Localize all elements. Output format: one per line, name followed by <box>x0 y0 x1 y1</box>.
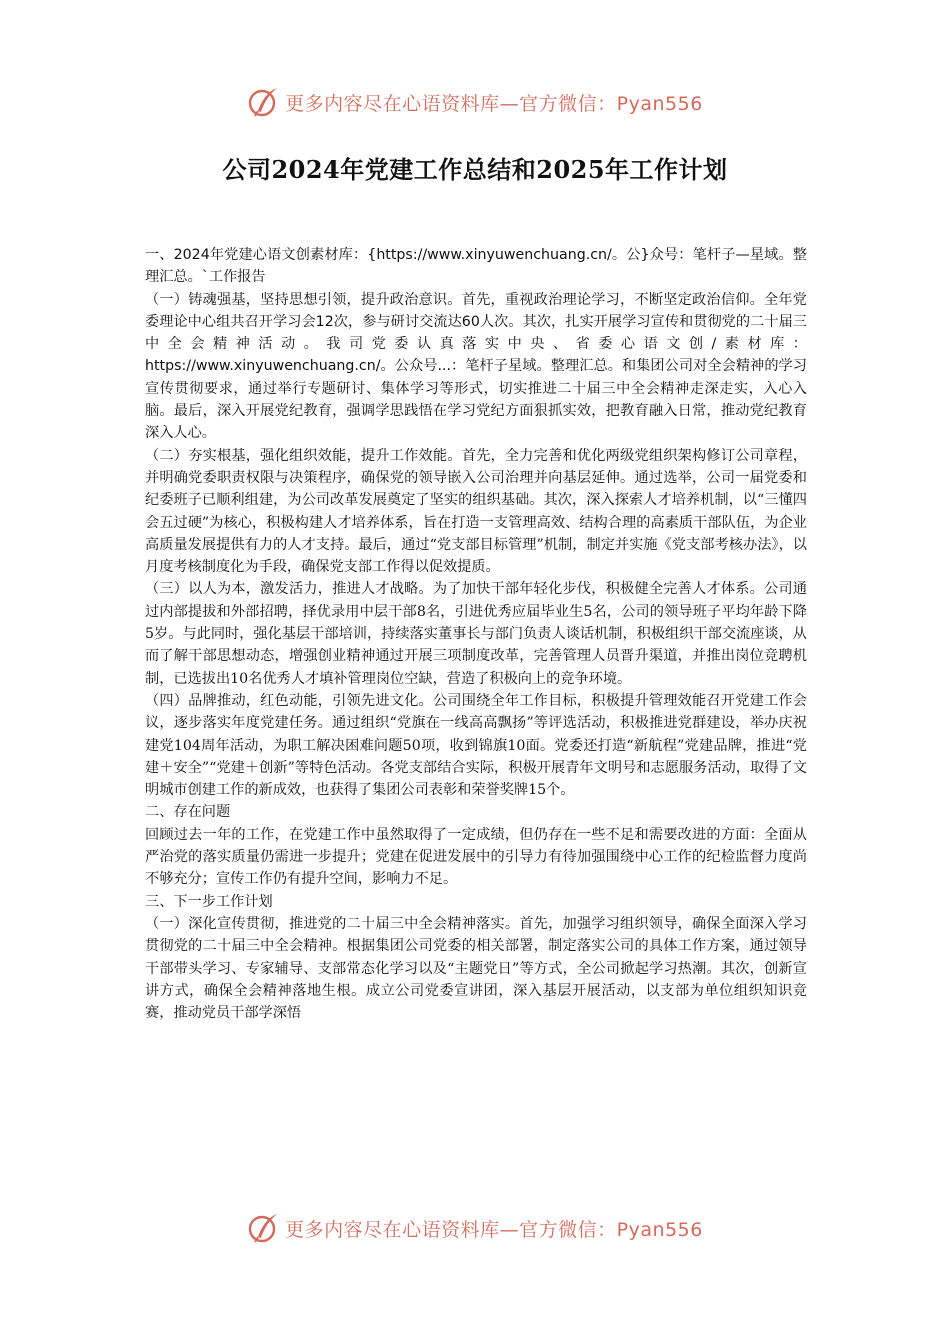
paragraph-1-1: （一）铸魂强基，坚持思想引领，提升政治意识。首先，重视政治理论学习，不断坚定政治信仰。全年党委理论中心组共召开学习会12次，参与研讨交流达60人次。其次，扎实开展学习宣传和贯彻党的二十届三中全会精神活动。我司党委认真落实中央、省委心语文创/素材库：https://www.xinyuwenchuang.cn/。公众号...：笔杆子星域。整理汇总。和集团公司对全会精神的学习宣传贯彻要求，通过举行专题研讨、集体学习等形式，切实推进二十届三中全会精神走深走实，入心入脑。最后，深入开展党纪教育，强调学思践悟在学习党纪方面狠抓实效，把教育融入日常，推动党纪教育深入人心。 <box>145 291 807 442</box>
paragraph-2-1: 回顾过去一年的工作，在党建工作中虽然取得了一定成绩，但仍存在一些不足和需要改进的方面：全面从严治党的落实质量仍需进一步提升；党建在促进发展中的引导力有待加强围绕中心工作的纪检监督力度尚不够充分；宣传工作仍有提升空间，影响力不足。 <box>145 826 807 888</box>
paragraph-1-2: （二）夯实根基，强化组织效能，提升工作效能。首先，全力完善和优化两级党组织架构修订公司章程，并明确党委职责权限与决策程序，确保党的领导嵌入公司治理并向基层延伸。通过选举，公司一届党委和纪委班子已顺利组建，为公司改革发展奠定了坚实的组织基础。其次，深入探索人才培养机制，以“三懂四会五过硬”为核心，积极构建人才培养体系，旨在打造一支管理高效、结构合理的高素质干部队伍，为企业高质量发展提供有力的人才支持。最后，通过“党支部目标管理”机制，制定并实施《党支部考核办法》，以月度考核制度化为手段，确保党支部工作得以促效提质。 <box>145 447 807 576</box>
quill-logo-icon <box>247 85 281 119</box>
watermark-text: 更多内容尽在心语资料库—官方微信：Pyan556 <box>285 92 703 115</box>
watermark-header <box>0 82 950 122</box>
document-title: 公司2024年党建工作总结和2025年工作计划 <box>222 155 728 184</box>
paragraph-1-3: （三）以人为本，激发活力，推进人才战略。为了加快干部年轻化步伐，积极健全完善人才体系。公司通过内部提拔和外部招聘，择优录用中层干部8名，引进优秀应届毕业生5名，公司的领导班子平均年龄下降5岁。与此同时，强化基层干部培训，持续落实董事长与部门负责人谈话机制，积极组织干部交流座谈，从而了解干部思想动态，增强创业精神通过开展三项制度改革，完善管理人员晋升渠道，并推出岗位竞聘机制，已选拔出10名优秀人才填补管理岗位空缺，营造了积极向上的竞争环境。 <box>145 581 807 687</box>
watermark-text: 更多内容尽在心语资料库—官方微信：Pyan556 <box>285 1218 703 1241</box>
watermark-footer <box>0 1208 950 1248</box>
section-heading-2: 二、存在问题 <box>145 804 231 821</box>
section-heading-1: 一、2024年党建心语文创素材库：{https://www.xinyuwenchuang.cn/。公}众号：笔杆子—星域。整理汇总。`工作报告 <box>145 247 807 286</box>
document-body <box>145 244 807 1024</box>
section-heading-3: 三、下一步工作计划 <box>145 893 273 910</box>
quill-logo-icon <box>247 1211 281 1245</box>
paragraph-3-1: （一）深化宣传贯彻，推进党的二十届三中全会精神落实。首先，加强学习组织领导，确保全面深入学习贯彻党的二十届三中全会精神。根据集团公司党委的相关部署，制定落实公司的具体工作方案，通过领导干部带头学习、专家辅导、支部常态化学习以及“主题党日”等方式，全公司掀起学习热潮。其次，创新宣讲方式，确保全会精神落地生根。成立公司党委宣讲团，深入基层开展活动，以支部为单位组织知识竞赛，推动党员干部学深悟 <box>145 915 807 1022</box>
paragraph-1-4: （四）品牌推动，红色动能，引领先进文化。公司围绕全年工作目标，积极提升管理效能召开党建工作会议，逐步落实年度党建任务。通过组织“党旗在一线高高飘扬”等评选活动，积极推进党群建设，举办庆祝建党104周年活动，为职工解决困难问题50项，收到锦旗10面。党委还打造“新航程”党建品牌，推进“党建＋安全”“党建＋创新”等特色活动。各党支部结合实际，积极开展青年文明号和志愿服务活动，取得了文明城市创建工作的新成效，也获得了集团公司表彰和荣誉奖牌15个。 <box>145 692 807 799</box>
